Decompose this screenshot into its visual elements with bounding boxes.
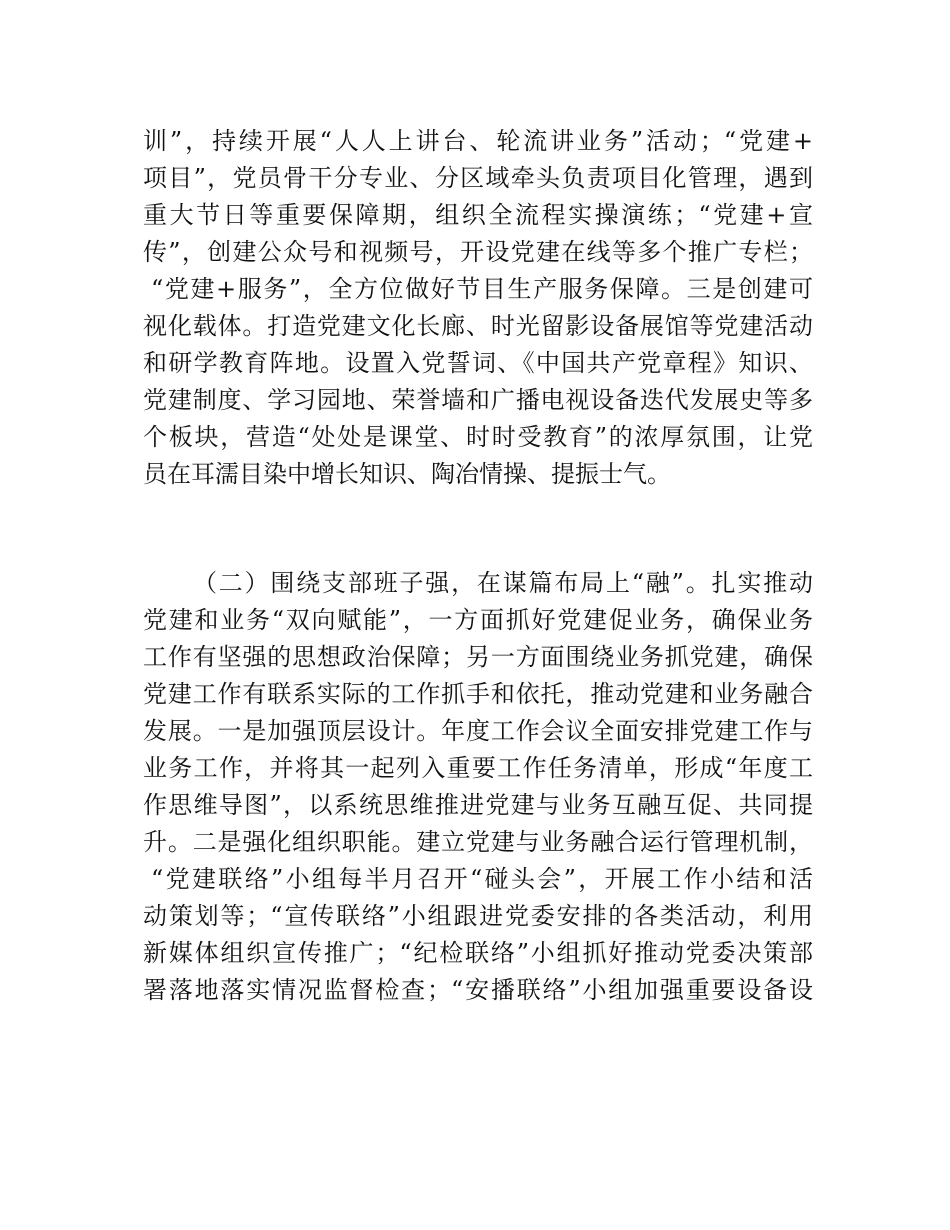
text-line: 员在耳濡目染中增长知识、陶冶情操、提振士气。 — [143, 460, 671, 488]
text-line: 训”，持续开展“人人上讲台、轮流讲业务”活动；“党建+ — [143, 127, 813, 155]
text-line: 业务工作，并将其一起列入重要工作任务清单，形成“年度工 — [143, 754, 813, 782]
paragraph-1 — [143, 123, 813, 493]
text-line: 和研学教育阵地。设置入党誓词、《中国共产党章程》知识、 — [143, 349, 813, 377]
text-line: 作思维导图”，以系统思维推进党建与业务互融互促、共同提 — [143, 791, 813, 819]
text-line: 项目”，党员骨干分专业、分区域牵头负责项目化管理，遇到 — [143, 164, 813, 192]
text-line: 动策划等；“宣传联络”小组跟进党委安排的各类活动，利用 — [143, 902, 813, 930]
text-line: “党建+服务”，全方位做好节目生产服务保障。三是创建可 — [151, 275, 813, 303]
text-line: （二）围绕支部班子强，在谋篇布局上“融”。扎实推动 — [193, 569, 813, 597]
text-line: 视化载体。打造党建文化长廊、时光留影设备展馆等党建活动 — [143, 312, 813, 340]
text-line: 发展。一是加强顶层设计。年度工作会议全面安排党建工作与 — [143, 717, 813, 745]
text-line: 传”，创建公众号和视频号，开设党建在线等多个推广专栏； — [143, 238, 813, 266]
text-line: “党建联络”小组每半月召开“碰头会”，开展工作小结和活 — [151, 865, 813, 893]
text-line: 党建和业务“双向赋能”，一方面抓好党建促业务，确保业务 — [143, 606, 813, 634]
text-line: 署落地落实情况监督检查；“安播联络”小组加强重要设备设 — [143, 976, 813, 1004]
text-line: 工作有坚强的思想政治保障；另一方面围绕业务抓党建，确保 — [143, 643, 813, 671]
text-line: 党建制度、学习园地、荣誉墙和广播电视设备迭代发展史等多 — [143, 386, 813, 414]
text-line: 重大节日等重要保障期，组织全流程实操演练；“党建+宣 — [143, 201, 813, 229]
text-line: 党建工作有联系实际的工作抓手和依托，推动党建和业务融合 — [143, 680, 813, 708]
text-line: 新媒体组织宣传推广；“纪检联络”小组抓好推动党委决策部 — [143, 939, 813, 967]
text-line: 个板块，营造“处处是课堂、时时受教育”的浓厚氛围，让党 — [143, 423, 813, 451]
text-line: 升。二是强化组织职能。建立党建与业务融合运行管理机制， — [143, 828, 813, 856]
paragraph-2 — [143, 565, 813, 1009]
